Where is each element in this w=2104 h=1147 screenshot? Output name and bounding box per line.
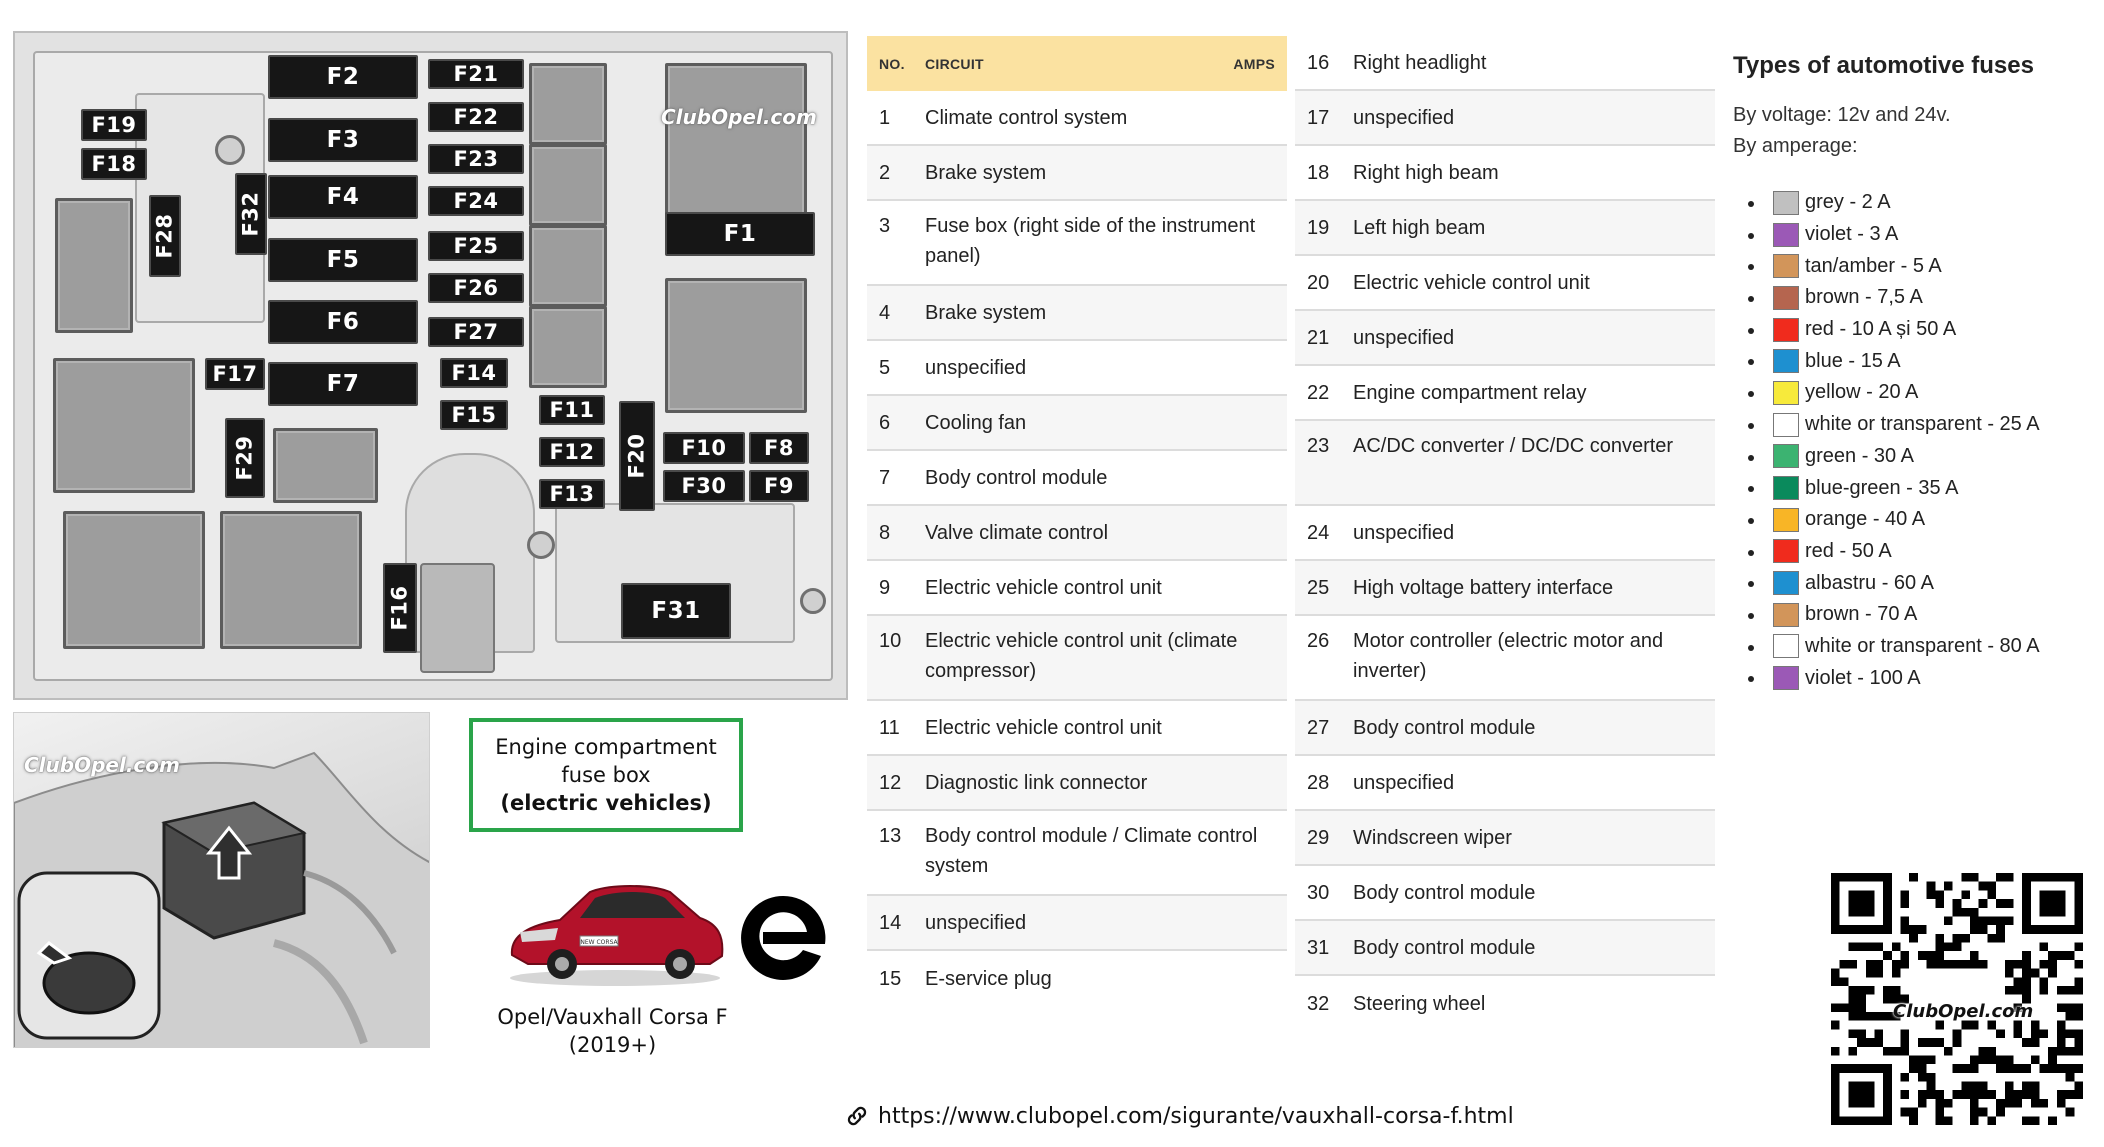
color-swatch: [1773, 381, 1799, 405]
table-row: [1295, 561, 1715, 616]
row-circuit: Body control module / Climate control system: [925, 825, 1258, 877]
row-circuit: Right headlight: [1353, 51, 1487, 74]
row-number: 2: [879, 161, 891, 184]
fuse-type-item: [1773, 314, 2040, 346]
row-number: 17: [1307, 106, 1330, 129]
row-number: 27: [1307, 716, 1330, 739]
table-row: [1295, 756, 1715, 811]
fuse-f10: F10: [663, 432, 745, 464]
color-swatch: [1773, 666, 1799, 690]
row-number: 11: [879, 716, 900, 739]
row-number: 13: [879, 825, 902, 847]
row-number: 4: [879, 301, 891, 324]
color-swatch: [1773, 286, 1799, 310]
table-row: [867, 756, 1287, 811]
row-number: 31: [1307, 936, 1330, 959]
row-circuit: Engine compartment relay: [1353, 381, 1587, 404]
fuse-type-label: orange - 40 A: [1805, 508, 1926, 531]
table-header: [867, 36, 1287, 91]
row-circuit: Windscreen wiper: [1353, 826, 1512, 849]
table-row: [1295, 91, 1715, 146]
table-row: [867, 896, 1287, 951]
row-number: 18: [1307, 161, 1330, 184]
row-number: 25: [1307, 576, 1330, 599]
fuse-box-diagram: [13, 31, 848, 700]
row-number: 26: [1307, 630, 1330, 652]
table-row: [1295, 921, 1715, 976]
fuse-f18: F18: [81, 148, 147, 180]
fuse-type-item: [1773, 599, 2040, 631]
fuse-f13: F13: [539, 479, 605, 509]
relay-socket: [273, 428, 378, 503]
caption-line-3: (electric vehicles): [500, 791, 712, 815]
fuse-f21: F21: [428, 59, 524, 89]
fuse-f11: F11: [539, 395, 605, 425]
fuse-type-label: tan/amber - 5 A: [1805, 254, 1942, 277]
table-row: [867, 561, 1287, 616]
relay-socket: [220, 511, 362, 649]
fuse-f30: F30: [663, 470, 745, 502]
row-number: 8: [879, 521, 891, 544]
fuse-f9: F9: [749, 470, 809, 502]
table-row: [1295, 146, 1715, 201]
row-circuit: Diagnostic link connector: [925, 771, 1148, 794]
row-circuit: Right high beam: [1353, 161, 1499, 184]
row-circuit: Brake system: [925, 301, 1047, 324]
row-number: 23: [1307, 435, 1330, 457]
fuse-f4: F4: [268, 175, 418, 219]
relay-socket: [53, 358, 195, 493]
fuse-f29: F29: [225, 418, 265, 498]
fuse-type-label: blue-green - 35 A: [1805, 476, 1959, 499]
row-circuit: Body control module: [1353, 936, 1536, 959]
car-image: [500, 870, 730, 990]
table-row: [867, 286, 1287, 341]
row-circuit: Electric vehicle control unit: [925, 716, 1162, 739]
fuse-f22: F22: [428, 102, 524, 132]
table-row: [1295, 256, 1715, 311]
fuse-f27: F27: [428, 317, 524, 347]
row-circuit: unspecified: [1353, 326, 1455, 349]
row-circuit: Steering wheel: [1353, 992, 1486, 1015]
qr-code: [1831, 873, 2083, 1125]
table-row: [867, 616, 1287, 701]
relay-socket: [55, 198, 133, 333]
row-circuit: unspecified: [925, 356, 1027, 379]
mounting-hole: [215, 135, 245, 165]
fuse-f14: F14: [440, 358, 508, 388]
color-swatch: [1773, 223, 1799, 247]
relay-socket: [63, 511, 205, 649]
table-row: [1295, 811, 1715, 866]
source-url: https://www.clubopel.com/sigurante/vauxhall-corsa-f.html: [878, 1103, 1514, 1129]
fuse-type-label: yellow - 20 A: [1805, 381, 1919, 404]
fuse-type-item: [1773, 662, 2040, 694]
fuse-type-item: [1773, 282, 2040, 314]
row-number: 20: [1307, 271, 1330, 294]
color-swatch: [1773, 191, 1799, 215]
row-number: 9: [879, 576, 891, 599]
row-circuit: Climate control system: [925, 106, 1128, 129]
row-number: 24: [1307, 521, 1330, 544]
color-swatch: [1773, 508, 1799, 532]
fuse-types-voltage: By voltage: 12v and 24v.: [1733, 104, 1951, 126]
row-number: 15: [879, 967, 902, 990]
fuse-type-label: brown - 70 A: [1805, 603, 1918, 626]
fuse-type-label: grey - 2 A: [1805, 191, 1891, 214]
caption-box: [469, 718, 743, 832]
table-row: [867, 146, 1287, 201]
row-number: 10: [879, 630, 902, 652]
row-circuit: unspecified: [1353, 106, 1455, 129]
row-number: 22: [1307, 381, 1330, 404]
row-number: 28: [1307, 771, 1330, 794]
color-swatch: [1773, 349, 1799, 373]
row-number: 12: [879, 771, 902, 794]
row-circuit: Body control module: [925, 466, 1108, 489]
fuse-f32: F32: [235, 173, 267, 255]
color-swatch: [1773, 634, 1799, 658]
fuse-type-label: red - 10 A și 50 A: [1805, 318, 1957, 341]
table-row: [1295, 506, 1715, 561]
row-circuit: unspecified: [925, 911, 1027, 934]
table-row: [867, 951, 1287, 1006]
fuse-types-list: [1773, 187, 2040, 694]
fuse-f6: F6: [268, 300, 418, 344]
row-circuit: High voltage battery interface: [1353, 576, 1614, 599]
fuse-types-amperage: By amperage:: [1733, 135, 1858, 157]
source-link[interactable]: [844, 1103, 1514, 1129]
fuse-f31: F31: [621, 583, 731, 639]
fuse-f25: F25: [428, 231, 524, 261]
table-row: [867, 396, 1287, 451]
header-no: NO.: [879, 55, 905, 72]
fuse-type-item: [1773, 250, 2040, 282]
table-row: [1295, 701, 1715, 756]
row-circuit: Electric vehicle control unit: [1353, 271, 1590, 294]
row-circuit: Electric vehicle control unit (climate compressor): [925, 630, 1238, 682]
row-circuit: Motor controller (electric motor and inverter): [1353, 630, 1664, 682]
caption-line-1: Engine compartment: [495, 735, 717, 759]
header-amps: AMPS: [1233, 55, 1275, 72]
fuse-f23: F23: [428, 144, 524, 174]
header-circuit: CIRCUIT: [925, 55, 984, 72]
color-swatch: [1773, 254, 1799, 278]
fuse-f12: F12: [539, 437, 605, 467]
fuse-types-title: Types of automotive fuses: [1733, 52, 2034, 79]
color-swatch: [1773, 444, 1799, 468]
color-swatch: [1773, 603, 1799, 627]
fuse-type-label: red - 50 A: [1805, 539, 1892, 562]
row-number: 14: [879, 911, 902, 934]
row-number: 7: [879, 466, 891, 489]
fuse-type-label: green - 30 A: [1805, 444, 1914, 467]
caption-line-2: fuse box: [561, 763, 651, 787]
table-row: [867, 91, 1287, 146]
mounting-hole: [800, 588, 826, 614]
table-row: [1295, 421, 1715, 506]
engine-compartment-image: [13, 712, 430, 1048]
fuse-f3: F3: [268, 118, 418, 162]
table-row: [867, 506, 1287, 561]
table-row: [867, 341, 1287, 396]
row-number: 32: [1307, 992, 1330, 1015]
watermark: ClubOpel.com: [24, 753, 180, 777]
relay-socket: [665, 278, 807, 413]
fuse-type-label: albastru - 60 A: [1805, 571, 1934, 594]
relay-socket: [529, 63, 607, 145]
row-number: 5: [879, 356, 891, 379]
link-icon: [844, 1103, 870, 1129]
color-swatch: [1773, 318, 1799, 342]
row-number: 21: [1307, 326, 1330, 349]
row-number: 3: [879, 215, 891, 237]
row-circuit: Brake system: [925, 161, 1047, 184]
row-circuit: unspecified: [1353, 521, 1455, 544]
watermark: ClubOpel.com: [661, 105, 817, 129]
mounting-hole: [527, 531, 555, 559]
table-row: [1295, 976, 1715, 1031]
fuse-type-item: [1773, 345, 2040, 377]
fuse-f7: F7: [268, 362, 418, 406]
color-swatch: [1773, 476, 1799, 500]
table-row: [1295, 36, 1715, 91]
car-years: (2019+): [568, 1033, 657, 1057]
fuse-type-label: violet - 100 A: [1805, 666, 1921, 689]
row-circuit: E-service plug: [925, 967, 1052, 990]
fuse-f20: F20: [619, 401, 655, 511]
row-circuit: AC/DC converter / DC/DC converter: [1353, 435, 1674, 457]
color-swatch: [1773, 539, 1799, 563]
relay-socket: [529, 144, 607, 226]
relay-socket: [529, 225, 607, 307]
fuse-type-label: white or transparent - 25 A: [1805, 413, 2040, 436]
fuse-type-item: [1773, 441, 2040, 473]
row-circuit: Body control module: [1353, 716, 1536, 739]
color-swatch: [1773, 413, 1799, 437]
fuse-type-item: [1773, 567, 2040, 599]
fuse-f2: F2: [268, 55, 418, 99]
housing-post: [420, 563, 495, 673]
table-row: [867, 811, 1287, 896]
row-circuit: Electric vehicle control unit: [925, 576, 1162, 599]
table-row: [1295, 866, 1715, 921]
table-row: [867, 701, 1287, 756]
fuse-type-item: [1773, 536, 2040, 568]
circuit-table-left: [867, 36, 1287, 1006]
row-circuit: Cooling fan: [925, 411, 1027, 434]
fuse-type-label: violet - 3 A: [1805, 223, 1899, 246]
color-swatch: [1773, 571, 1799, 595]
fuse-type-item: [1773, 219, 2040, 251]
car-plate: NEW CORSA: [580, 939, 618, 946]
row-circuit: Left high beam: [1353, 216, 1486, 239]
car-name: Opel/Vauxhall Corsa F: [497, 1005, 728, 1029]
fuse-type-label: brown - 7,5 A: [1805, 286, 1923, 309]
fuse-f1: F1: [665, 212, 815, 256]
table-row: [1295, 201, 1715, 256]
fuse-type-item: [1773, 631, 2040, 663]
fuse-f26: F26: [428, 273, 524, 303]
fuse-f17: F17: [205, 358, 265, 390]
fuse-f16: F16: [383, 563, 417, 653]
fuse-type-item: [1773, 472, 2040, 504]
row-number: 1: [879, 106, 891, 129]
fuse-type-item: [1773, 504, 2040, 536]
row-number: 16: [1307, 51, 1330, 74]
fuse-type-item: [1773, 377, 2040, 409]
car-caption: [470, 1003, 755, 1059]
fuse-f5: F5: [268, 238, 418, 282]
relay-socket: [529, 306, 607, 388]
row-number: 29: [1307, 826, 1330, 849]
row-circuit: Body control module: [1353, 881, 1536, 904]
row-circuit: unspecified: [1353, 771, 1455, 794]
fuse-type-item: [1773, 187, 2040, 219]
fuse-f28: F28: [149, 195, 181, 277]
row-number: 19: [1307, 216, 1330, 239]
qr-watermark: ClubOpel.com: [1893, 1001, 2034, 1022]
table-row: [1295, 311, 1715, 366]
table-row: [1295, 616, 1715, 701]
fuse-type-label: blue - 15 A: [1805, 349, 1901, 372]
row-circuit: Valve climate control: [925, 521, 1109, 544]
row-number: 30: [1307, 881, 1330, 904]
fuse-f15: F15: [440, 400, 508, 430]
circuit-table-right: [1295, 36, 1715, 1031]
table-row: [867, 451, 1287, 506]
fuse-type-label: white or transparent - 80 A: [1805, 634, 2040, 657]
fuse-f8: F8: [749, 432, 809, 464]
row-circuit: Fuse box (right side of the instrument panel): [925, 215, 1256, 267]
table-row: [867, 201, 1287, 286]
row-number: 6: [879, 411, 891, 434]
fuse-type-item: [1773, 409, 2040, 441]
table-row: [1295, 366, 1715, 421]
electric-e-logo-icon: [733, 888, 833, 988]
fuse-f19: F19: [81, 109, 147, 141]
fuse-f24: F24: [428, 186, 524, 216]
relay-socket: [665, 63, 807, 223]
